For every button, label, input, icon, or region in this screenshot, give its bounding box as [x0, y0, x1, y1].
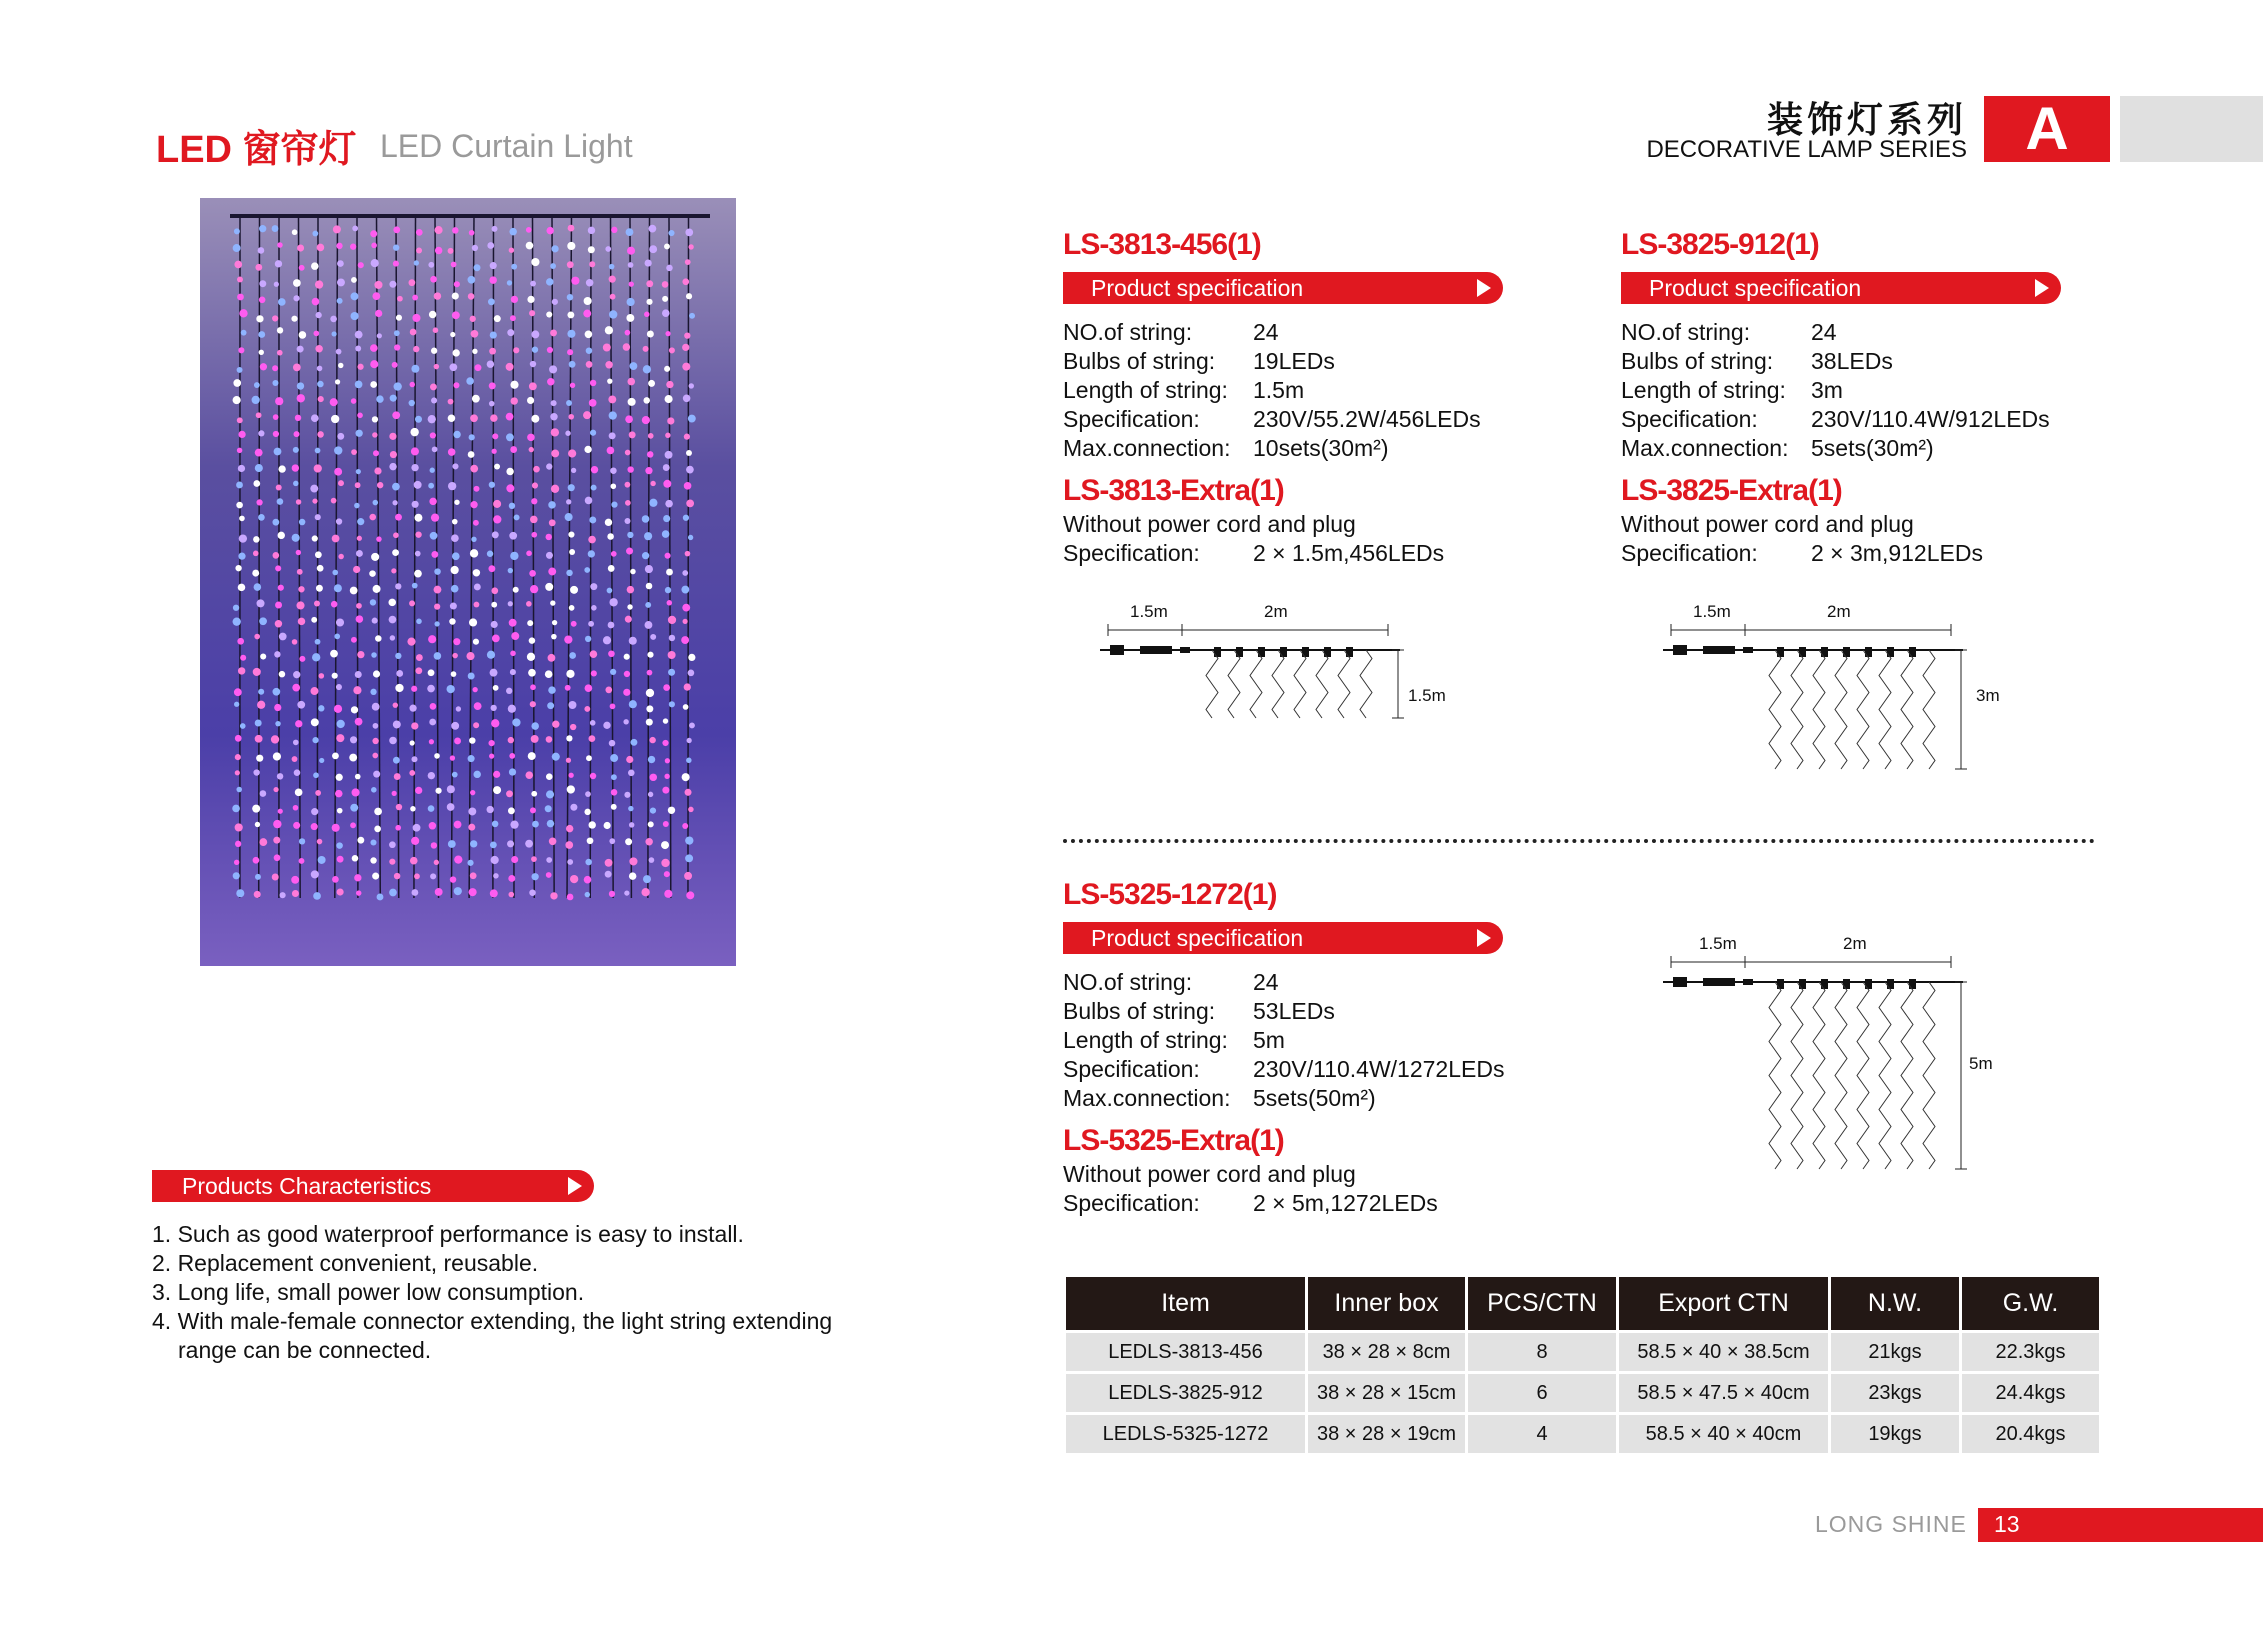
product-2-extra-info: Without power cord and plug Specification: 2 × 3m,912LEDs — [1621, 511, 1983, 566]
table-cell: 58.5 × 40 × 38.5cm — [1619, 1333, 1828, 1371]
product-3-diagram — [1663, 930, 2023, 1195]
spec-row: NO.of string: 24 — [1621, 319, 1837, 345]
product-1-spec-bar — [1063, 272, 1503, 304]
curtain-light-photo — [200, 198, 736, 966]
page-title-en: LED Curtain Light — [380, 128, 633, 164]
diagram-lead-length: 1.5m — [1699, 934, 1737, 953]
product-3-extra-model: LS-5325-Extra(1) — [1063, 1124, 1284, 1157]
product-2-spec-bar — [1621, 272, 2061, 304]
characteristics-label: Products Characteristics — [182, 1173, 432, 1199]
table-cell: 38 × 28 × 8cm — [1308, 1333, 1465, 1371]
table-cell: LEDLS-5325-1272 — [1066, 1415, 1305, 1453]
product-1-diagram — [1100, 598, 1460, 753]
spec-row: Specification: 230V/55.2W/456LEDs — [1063, 406, 1481, 432]
product-1-spec-label: Product specification — [1091, 275, 1304, 301]
spec-row: Length of string: 3m — [1621, 377, 1843, 403]
spec-row: Max.connection: 5sets(30m²) — [1621, 435, 1934, 461]
table-row — [1066, 1415, 2099, 1453]
table-cell: 58.5 × 47.5 × 40cm — [1619, 1374, 1828, 1412]
table-cell: 58.5 × 40 × 40cm — [1619, 1415, 1828, 1453]
table-cell: 4 — [1468, 1415, 1616, 1453]
product-2-spec-label: Product specification — [1649, 275, 1862, 301]
series-badge: A — [1984, 96, 2110, 162]
curtain-diagram — [1663, 598, 2023, 788]
product-3-extra-info: Without power cord and plug Specification: 2 × 5m,1272LEDs — [1063, 1161, 1438, 1216]
diagram-width: 2m — [1827, 602, 1851, 621]
spec-row: Bulbs of string: 53LEDs — [1063, 998, 1335, 1024]
table-cell: 23kgs — [1831, 1374, 1959, 1412]
product-1-model: LS-3813-456(1) — [1063, 228, 1261, 261]
table-cell: 8 — [1468, 1333, 1616, 1371]
list-item: 2. Replacement convenient, reusable. — [152, 1250, 539, 1276]
arrow-right-icon — [1477, 279, 1491, 297]
diagram-lead-length: 1.5m — [1693, 602, 1731, 621]
table-cell: 38 × 28 × 19cm — [1308, 1415, 1465, 1453]
product-2-diagram — [1663, 598, 2023, 793]
packing-table — [1063, 1274, 2102, 1456]
product-2-model: LS-3825-912(1) — [1621, 228, 1819, 261]
col-header-export-ctn: Export CTN — [1619, 1277, 1828, 1330]
table-cell: 38 × 28 × 15cm — [1308, 1374, 1465, 1412]
col-header-gw: G.W. — [1962, 1277, 2099, 1330]
diagram-height: 3m — [1976, 686, 2000, 705]
product-2-spec-list — [1621, 318, 2050, 463]
diagram-height: 1.5m — [1408, 686, 1446, 705]
table-header-row — [1066, 1277, 2099, 1330]
page-number: 13 — [1994, 1511, 2020, 1537]
curtain-light-image — [200, 198, 736, 966]
series-title-cn: 装饰灯系列 — [1766, 99, 1967, 140]
col-header-pcs-ctn: PCS/CTN — [1468, 1277, 1616, 1330]
list-item: 1. Such as good waterproof performance is easy to install. — [152, 1221, 744, 1247]
footer-red-bar — [1978, 1508, 2263, 1542]
spec-row: NO.of string: 24 — [1063, 319, 1279, 345]
product-2-extra-model: LS-3825-Extra(1) — [1621, 474, 1842, 507]
table-cell: 24.4kgs — [1962, 1374, 2099, 1412]
series-title-en: DECORATIVE LAMP SERIES — [1646, 136, 1967, 163]
spec-row: Length of string: 1.5m — [1063, 377, 1305, 403]
table-row — [1066, 1374, 2099, 1412]
diagram-width: 2m — [1264, 602, 1288, 621]
table-cell: 21kgs — [1831, 1333, 1959, 1371]
table-cell: 22.3kgs — [1962, 1333, 2099, 1371]
characteristics-list — [152, 1220, 832, 1365]
product-3-spec-list — [1063, 968, 1504, 1113]
diagram-lead-length: 1.5m — [1130, 602, 1168, 621]
header-grey-bar — [2120, 96, 2263, 162]
spec-row: NO.of string: 24 — [1063, 969, 1279, 995]
spec-row: Length of string: 5m — [1063, 1027, 1285, 1053]
spec-row: Specification: 230V/110.4W/1272LEDs — [1063, 1056, 1505, 1082]
table-cell: 19kgs — [1831, 1415, 1959, 1453]
col-header-inner-box: Inner box — [1308, 1277, 1465, 1330]
diagram-height: 5m — [1969, 1054, 1993, 1073]
spec-row: Specification: 230V/110.4W/912LEDs — [1621, 406, 2050, 432]
diagram-width: 2m — [1843, 934, 1867, 953]
list-item: 3. Long life, small power low consumption. — [152, 1279, 585, 1305]
product-1-extra-model: LS-3813-Extra(1) — [1063, 474, 1284, 507]
spec-row: Max.connection: 5sets(50m²) — [1063, 1085, 1376, 1111]
page-title-cn: LED 窗帘灯 — [156, 129, 357, 171]
arrow-right-icon — [568, 1177, 582, 1195]
list-item: 4. With male-female connector extending, the light string extending — [152, 1308, 833, 1334]
table-cell: LEDLS-3813-456 — [1066, 1333, 1305, 1371]
table-row — [1066, 1333, 2099, 1371]
table-cell: 6 — [1468, 1374, 1616, 1412]
col-header-nw: N.W. — [1831, 1277, 1959, 1330]
section-divider — [1063, 839, 2095, 843]
col-header-item: Item — [1066, 1277, 1305, 1330]
table-cell: LEDLS-3825-912 — [1066, 1374, 1305, 1412]
arrow-right-icon — [2035, 279, 2049, 297]
list-item: range can be connected. — [178, 1337, 432, 1363]
table-cell: 20.4kgs — [1962, 1415, 2099, 1453]
arrow-right-icon — [1477, 929, 1491, 947]
footer-brand: LONG SHINE — [1815, 1511, 1967, 1537]
product-1-spec-list — [1063, 318, 1481, 463]
characteristics-bar — [152, 1170, 594, 1202]
spec-row: Bulbs of string: 38LEDs — [1621, 348, 1893, 374]
product-3-spec-label: Product specification — [1091, 925, 1304, 951]
spec-row: Max.connection: 10sets(30m²) — [1063, 435, 1389, 461]
product-3-model: LS-5325-1272(1) — [1063, 878, 1277, 911]
product-1-extra-info: Without power cord and plug Specification: 2 × 1.5m,456LEDs — [1063, 511, 1445, 566]
spec-row: Bulbs of string: 19LEDs — [1063, 348, 1335, 374]
product-3-spec-bar — [1063, 922, 1503, 954]
